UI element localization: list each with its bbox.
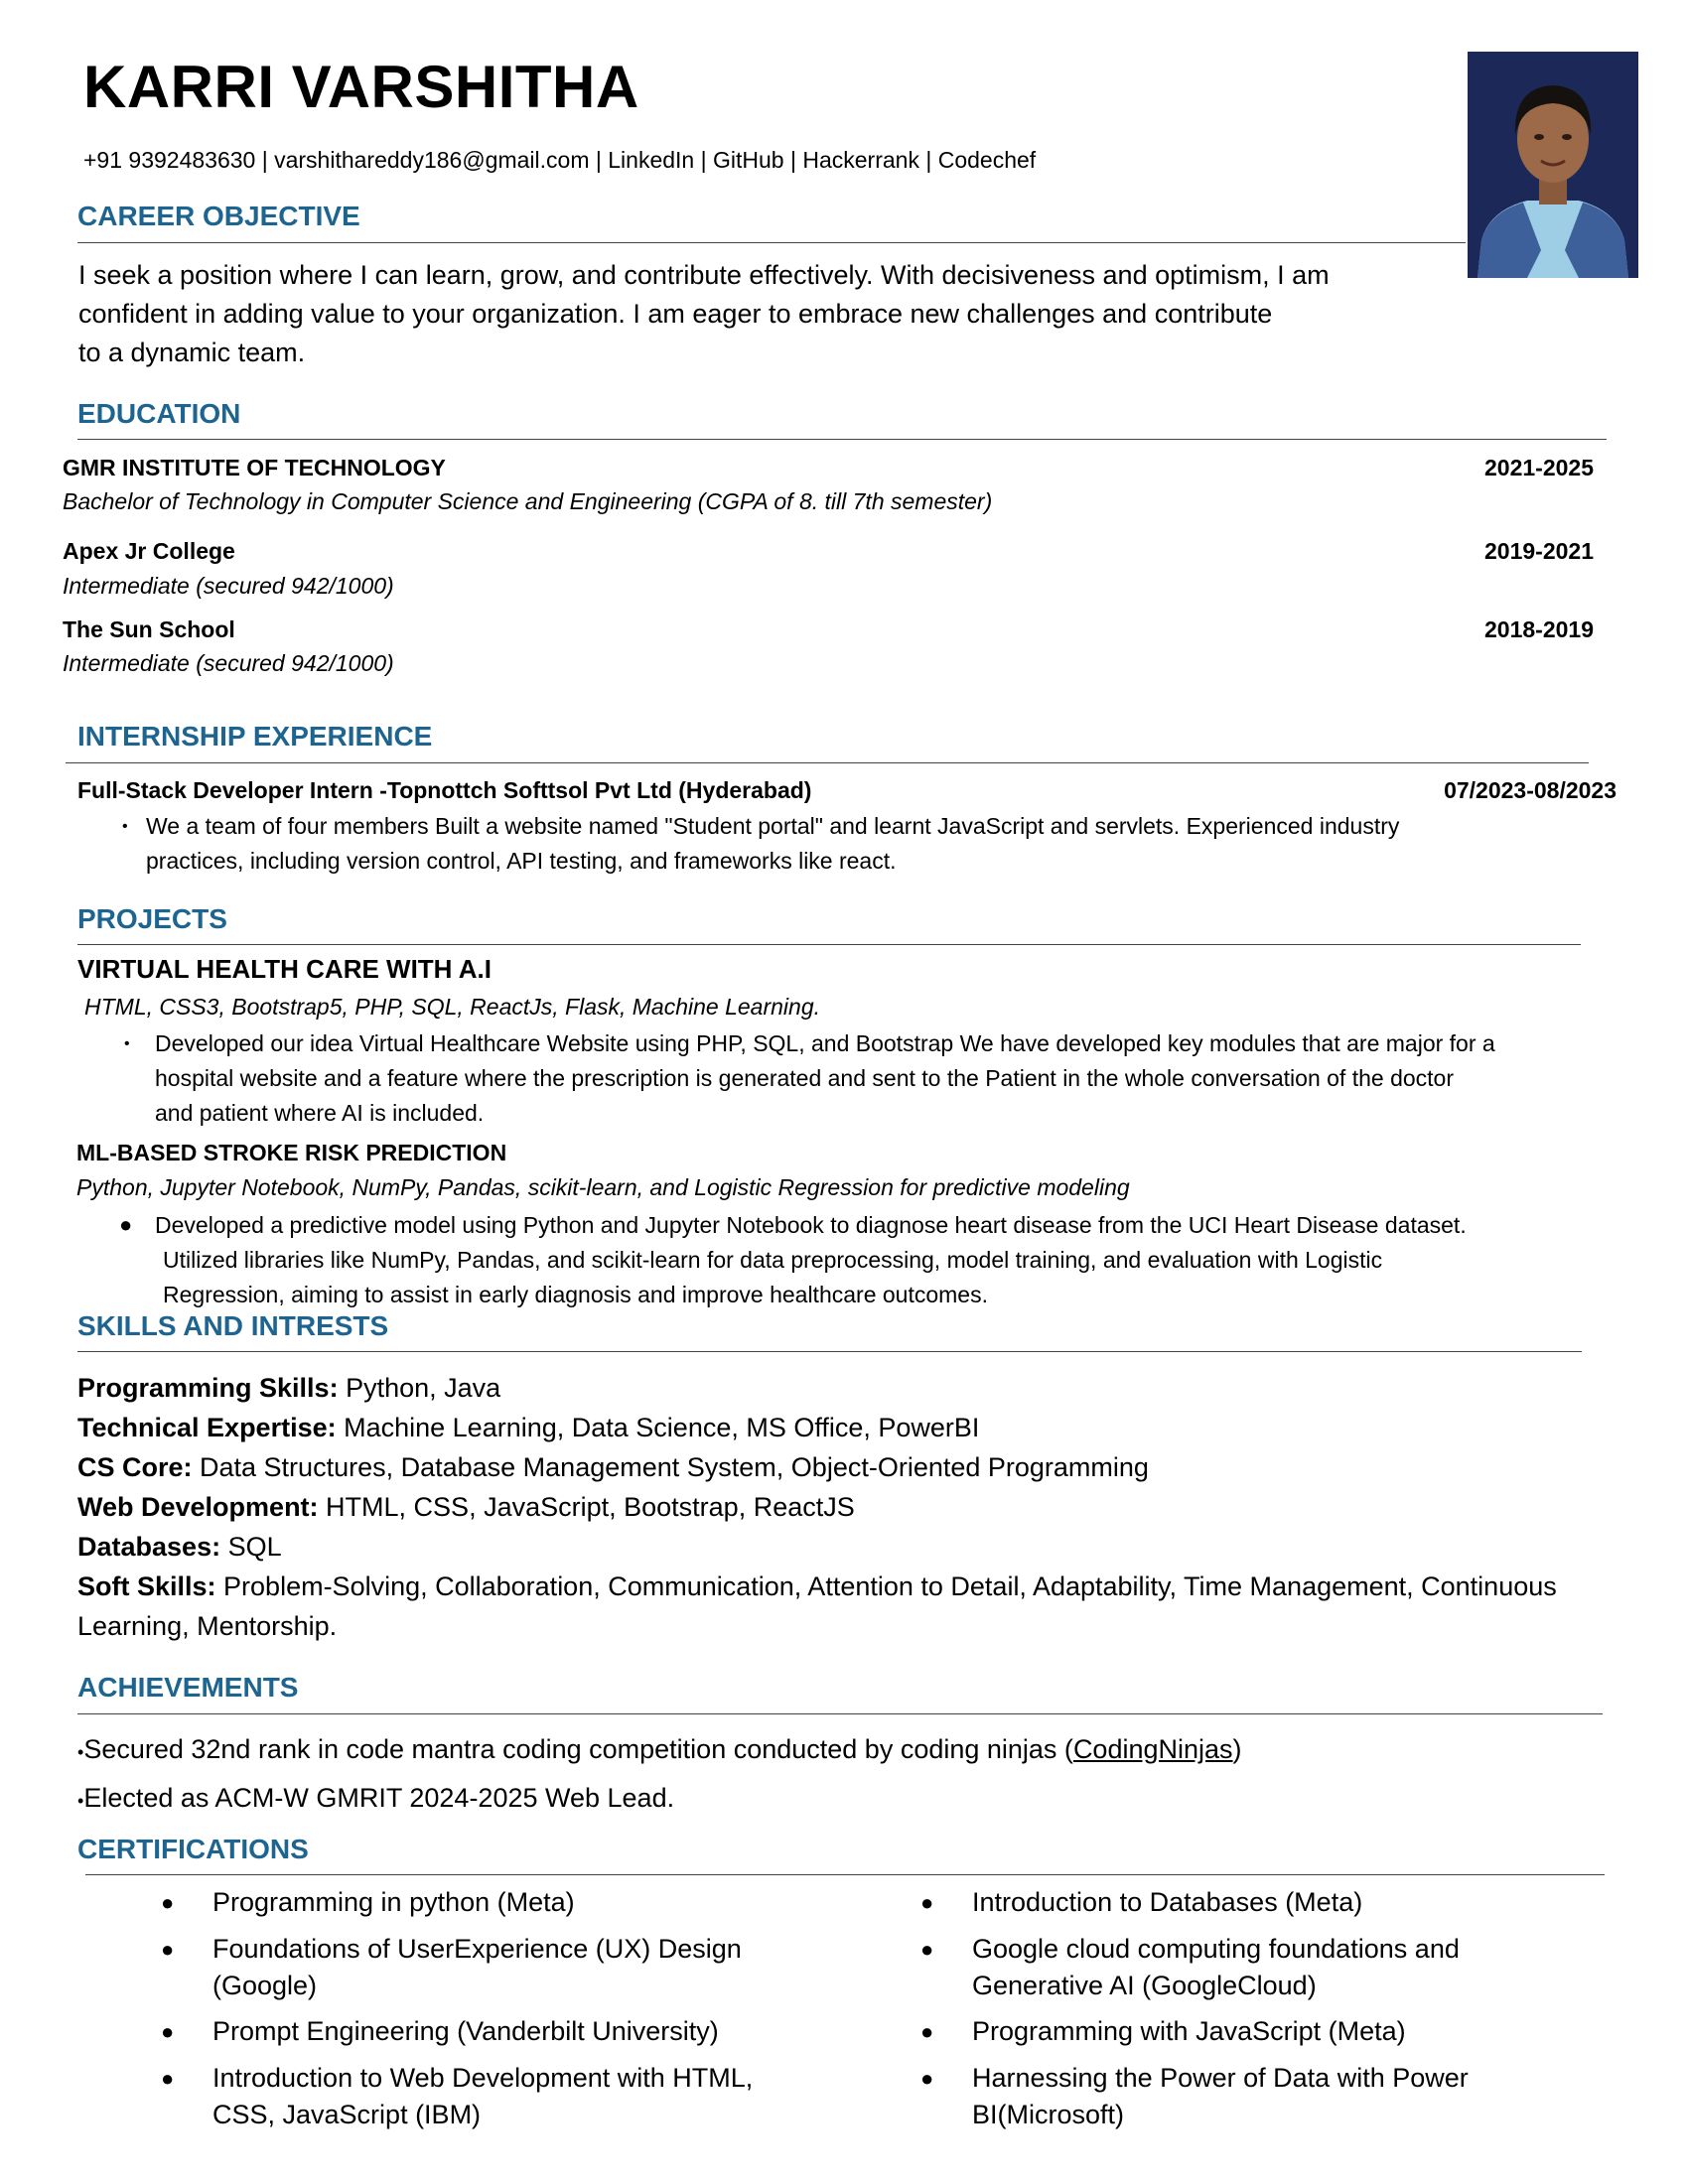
edu-school: Apex Jr College bbox=[63, 538, 235, 564]
achievement-text: Secured 32nd rank in code mantra coding competition conducted by coding ninjas ( bbox=[83, 1734, 1073, 1764]
cert-text: (Google) bbox=[212, 1971, 318, 2000]
cert-item bbox=[920, 2060, 1588, 2133]
objective-line: to a dynamic team. bbox=[78, 338, 306, 367]
internship-role: Full-Stack Developer Intern -Topnottch Softtsol Pvt Ltd (Hyderabad) bbox=[77, 777, 812, 803]
edu-school: The Sun School bbox=[63, 616, 235, 642]
section-divider bbox=[77, 1351, 1582, 1352]
bullet-icon: ● bbox=[920, 2019, 934, 2044]
skill-value: SQL bbox=[220, 1532, 282, 1562]
portrait-illustration bbox=[1468, 52, 1638, 278]
section-divider bbox=[77, 439, 1607, 440]
edu-school: GMR INSTITUTE OF TECHNOLOGY bbox=[63, 455, 446, 480]
section-heading-achievements: ACHIEVEMENTS bbox=[77, 1672, 299, 1703]
section-heading-education: EDUCATION bbox=[77, 398, 241, 429]
bullet-line: We a team of four members Built a website named "Student portal" and learnt JavaScript and servlets. Experienced industry bbox=[146, 813, 1400, 839]
objective-text bbox=[78, 256, 1459, 372]
profile-photo bbox=[1468, 52, 1638, 278]
project-stack: HTML, CSS3, Bootstrap5, PHP, SQL, ReactJs, Flask, Machine Learning. bbox=[84, 994, 821, 1020]
cert-text: Programming in python (Meta) bbox=[212, 1887, 575, 1917]
project-bullet bbox=[119, 1208, 1467, 1312]
cert-text: Introduction to Databases (Meta) bbox=[972, 1887, 1363, 1917]
bullet-icon: • bbox=[122, 818, 128, 835]
objective-line: confident in adding value to your organization. I am eager to embrace new challenges and contribute bbox=[78, 299, 1273, 329]
section-divider bbox=[77, 242, 1466, 243]
objective-line: I seek a position where I can learn, grow, and contribute effectively. With decisiveness and optimism, I am bbox=[78, 260, 1330, 290]
skill-label: Programming Skills: bbox=[77, 1373, 339, 1403]
edu-years: 2019-2021 bbox=[1484, 538, 1594, 564]
cert-text: BI(Microsoft) bbox=[972, 2100, 1125, 2129]
cert-text: Harnessing the Power of Data with Power bbox=[972, 2063, 1469, 2093]
bullet-line: Utilized libraries like NumPy, Pandas, and scikit-learn for data preprocessing, model training, and evaluation with Logistic bbox=[163, 1247, 1383, 1273]
cert-text: Prompt Engineering (Vanderbilt University) bbox=[212, 2016, 719, 2046]
skills-list bbox=[77, 1368, 1557, 1646]
codingninjas-link[interactable]: CodingNinjas bbox=[1072, 1734, 1233, 1764]
skill-value: Machine Learning, Data Science, MS Office, PowerBI bbox=[336, 1413, 980, 1442]
section-heading-objective: CAREER OBJECTIVE bbox=[77, 201, 360, 231]
internship-bullet bbox=[122, 809, 1400, 879]
section-heading-skills: SKILLS AND INTRESTS bbox=[77, 1310, 389, 1341]
project-title: ML-BASED STROKE RISK PREDICTION bbox=[76, 1140, 507, 1165]
separator: | bbox=[589, 147, 609, 173]
edu-years: 2021-2025 bbox=[1484, 455, 1594, 480]
bullet-line: Developed our idea Virtual Healthcare Website using PHP, SQL, and Bootstrap We have developed key modules that are major for a bbox=[155, 1030, 1495, 1056]
bullet-line: and patient where AI is included. bbox=[155, 1100, 485, 1126]
achievement-text: Elected as ACM-W GMRIT 2024-2025 Web Lead. bbox=[83, 1783, 675, 1813]
phone: +91 9392483630 bbox=[83, 147, 256, 173]
skill-value: Problem-Solving, Collaboration, Communication, Attention to Detail, Adaptability, Time Management, Continuous bbox=[215, 1571, 1557, 1601]
section-heading-internship: INTERNSHIP EXPERIENCE bbox=[77, 721, 433, 751]
cert-text: Foundations of UserExperience (UX) Design bbox=[212, 1934, 742, 1964]
bullet-icon: ● bbox=[161, 2066, 175, 2091]
cert-item bbox=[161, 1931, 808, 2004]
bullet-icon: • bbox=[124, 1035, 130, 1052]
skill-label: Databases: bbox=[77, 1532, 221, 1562]
email-link[interactable]: varshithareddy186@gmail.com bbox=[274, 147, 590, 173]
section-divider bbox=[85, 1874, 1605, 1875]
separator: | bbox=[255, 147, 275, 173]
skill-row bbox=[77, 1487, 1557, 1527]
achievement-text: ) bbox=[1232, 1734, 1242, 1764]
project-stack: Python, Jupyter Notebook, NumPy, Pandas, scikit-learn, and Logistic Regression for predictive modeling bbox=[76, 1174, 1130, 1200]
skill-label: Soft Skills: bbox=[77, 1571, 216, 1601]
cert-text: Generative AI (GoogleCloud) bbox=[972, 1971, 1317, 2000]
cert-text: Introduction to Web Development with HTML, bbox=[212, 2063, 754, 2093]
bullet-icon: ● bbox=[920, 2066, 934, 2091]
skill-label: Web Development: bbox=[77, 1492, 319, 1522]
achievement-item bbox=[77, 1778, 674, 1821]
skill-row bbox=[77, 1447, 1557, 1487]
skill-value: HTML, CSS, JavaScript, Bootstrap, ReactJS bbox=[318, 1492, 855, 1522]
achievement-item bbox=[77, 1729, 1242, 1772]
skill-row bbox=[77, 1567, 1557, 1606]
edu-years: 2018-2019 bbox=[1484, 616, 1594, 642]
skill-row bbox=[77, 1368, 1557, 1408]
bullet-icon: ● bbox=[920, 1890, 934, 1915]
cert-item bbox=[161, 2060, 808, 2133]
cert-item bbox=[920, 1884, 1588, 1921]
section-divider bbox=[66, 762, 1589, 763]
section-heading-projects: PROJECTS bbox=[77, 903, 227, 934]
cert-item bbox=[920, 2013, 1588, 2050]
github-link[interactable]: GitHub bbox=[712, 147, 784, 173]
section-divider bbox=[77, 944, 1581, 945]
bullet-line: practices, including version control, API testing, and frameworks like react. bbox=[146, 848, 897, 874]
skill-row bbox=[77, 1527, 1557, 1567]
cert-item bbox=[161, 2013, 808, 2050]
hackerrank-link[interactable]: Hackerrank bbox=[802, 147, 919, 173]
cert-text: Google cloud computing foundations and bbox=[972, 1934, 1460, 1964]
contact-line bbox=[83, 147, 1036, 174]
candidate-name: KARRI VARSHITHA bbox=[83, 54, 639, 120]
project-title: VIRTUAL HEALTH CARE WITH A.I bbox=[77, 954, 492, 984]
separator: | bbox=[694, 147, 713, 173]
bullet-line: Developed a predictive model using Python and Jupyter Notebook to diagnose heart disease from the UCI Heart Disease dataset. bbox=[155, 1212, 1467, 1238]
separator: | bbox=[783, 147, 803, 173]
skill-value: Data Structures, Database Management System, Object-Oriented Programming bbox=[192, 1452, 1149, 1482]
bullet-icon: ● bbox=[161, 2019, 175, 2044]
bullet-line: hospital website and a feature where the prescription is generated and sent to the Patient in the whole conversation of the doctor bbox=[155, 1065, 1454, 1091]
section-divider bbox=[77, 1713, 1603, 1714]
bullet-icon: • bbox=[77, 1742, 84, 1762]
bullet-icon: ● bbox=[920, 1937, 934, 1962]
cert-text: Programming with JavaScript (Meta) bbox=[972, 2016, 1406, 2046]
skill-row bbox=[77, 1408, 1557, 1447]
project-bullet bbox=[124, 1026, 1495, 1131]
separator: | bbox=[918, 147, 938, 173]
internship-dates: 07/2023-08/2023 bbox=[1444, 777, 1617, 803]
edu-detail: Bachelor of Technology in Computer Science and Engineering (CGPA of 8. till 7th semester) bbox=[63, 488, 993, 514]
skill-row-continuation: Learning, Mentorship. bbox=[77, 1611, 338, 1641]
bullet-icon: • bbox=[77, 1791, 84, 1811]
section-heading-certifications: CERTIFICATIONS bbox=[77, 1834, 309, 1864]
cert-item bbox=[920, 1931, 1588, 2004]
skill-label: CS Core: bbox=[77, 1452, 193, 1482]
bullet-icon: ● bbox=[119, 1212, 133, 1237]
linkedin-link[interactable]: LinkedIn bbox=[608, 147, 695, 173]
skill-label: Technical Expertise: bbox=[77, 1413, 337, 1442]
skill-value: Python, Java bbox=[338, 1373, 501, 1403]
codechef-link[interactable]: Codechef bbox=[937, 147, 1037, 173]
cert-item bbox=[161, 1884, 808, 1921]
edu-detail: Intermediate (secured 942/1000) bbox=[63, 650, 394, 676]
edu-detail: Intermediate (secured 942/1000) bbox=[63, 573, 394, 599]
bullet-icon: ● bbox=[161, 1890, 175, 1915]
cert-text: CSS, JavaScript (IBM) bbox=[212, 2100, 482, 2129]
bullet-icon: ● bbox=[161, 1937, 175, 1962]
bullet-line: Regression, aiming to assist in early diagnosis and improve healthcare outcomes. bbox=[163, 1282, 988, 1307]
